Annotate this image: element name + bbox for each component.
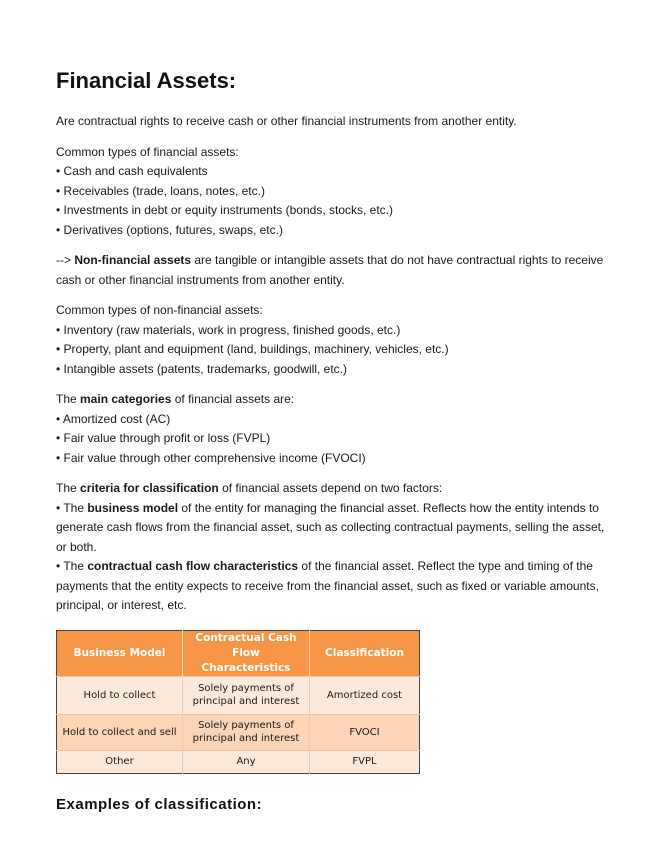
table-cell: FVOCI — [310, 714, 420, 750]
list-item: • Investments in debt or equity instruments (bonds, stocks, etc.) — [56, 203, 394, 217]
list-item: • Property, plant and equipment (land, buildings, machinery, vehicles, etc.) — [56, 342, 449, 356]
non-financial-types-heading: Common types of non-financial assets: — [56, 303, 263, 317]
factor2-pre: • The — [56, 559, 88, 573]
list-item: • Receivables (trade, loans, notes, etc.) — [56, 183, 265, 198]
table-cell: Amortized cost — [310, 676, 420, 714]
financial-types-section — [56, 143, 616, 241]
list-item: • Fair value through profit or loss (FVPL) — [56, 431, 271, 445]
table-cell: Solely payments of principal and interest — [183, 714, 310, 750]
non-financial-types-section — [56, 301, 616, 379]
arrow-prefix: --> — [56, 253, 75, 267]
financial-types-heading: Common types of financial assets: — [56, 144, 239, 159]
factor2-term: contractual cash flow characteristics — [87, 559, 299, 573]
table-row — [57, 676, 420, 714]
criteria-heading — [56, 479, 616, 499]
table-row — [57, 750, 420, 773]
table-header-cell: Classification — [310, 630, 420, 676]
factor1-pre: • The — [56, 500, 88, 515]
examples-heading: Examples of classification: — [56, 795, 263, 813]
criteria-factor-cash-flow — [56, 557, 616, 616]
table-header-cell: Business Model — [57, 630, 183, 676]
table-header-row — [57, 630, 420, 676]
factor1-post: of the entity for managing the financial asset. Reflects how the entity intends to generate cash flows from the financial asset, such as collecting contractual payments, selling the asset, or both. — [56, 500, 605, 554]
categories-post: of financial assets are: — [171, 392, 295, 406]
document-content — [56, 66, 616, 813]
definition-text: Are contractual rights to receive cash or other financial instruments from another entity. — [56, 114, 517, 128]
list-item: • Derivatives (options, futures, swaps, etc.) — [56, 222, 283, 237]
factor1-term: business model — [87, 500, 179, 515]
table-row — [57, 714, 420, 750]
list-item: • Amortized cost (AC) — [56, 411, 171, 426]
list-item: • Inventory (raw materials, work in progress, finished goods, etc.) — [56, 322, 401, 337]
non-financial-term: Non-financial assets — [74, 253, 192, 267]
categories-term: main categories — [80, 392, 172, 406]
table-cell: FVPL — [310, 750, 420, 773]
table-cell: Any — [183, 750, 310, 773]
table-cell: Hold to collect — [57, 676, 183, 714]
criteria-section — [56, 479, 616, 616]
criteria-factor-business-model — [56, 499, 616, 558]
categories-pre: The — [56, 392, 81, 406]
criteria-post: of financial assets depend on two factors: — [218, 481, 443, 495]
page-title: Financial Assets: — [56, 68, 237, 93]
factor2-post: of the financial asset. Reflect the type and timing of the payments that the entity expects to receive from the financial asset, such as fixed or variable amounts, principal, or interest, etc. — [56, 559, 599, 612]
criteria-term: criteria for classification — [80, 481, 219, 495]
non-financial-rest: are tangible or intangible assets that do not have contractual rights to receive cash or other financial instruments from another entity. — [56, 253, 604, 287]
table-cell: Hold to collect and sell — [57, 714, 183, 750]
criteria-pre: The — [56, 481, 81, 495]
classification-table — [56, 630, 420, 774]
list-item: • Cash and cash equivalents — [56, 164, 208, 178]
non-financial-definition — [56, 251, 616, 290]
table-cell: Solely payments of principal and interest — [183, 676, 310, 714]
table-cell: Other — [57, 750, 183, 773]
categories-heading — [56, 390, 616, 410]
categories-section — [56, 390, 616, 468]
list-item: • Intangible assets (patents, trademarks, goodwill, etc.) — [56, 361, 348, 376]
table-header-cell: Contractual Cash Flow Characteristics — [183, 630, 310, 676]
list-item: • Fair value through other comprehensive income (FVOCI) — [56, 450, 366, 465]
